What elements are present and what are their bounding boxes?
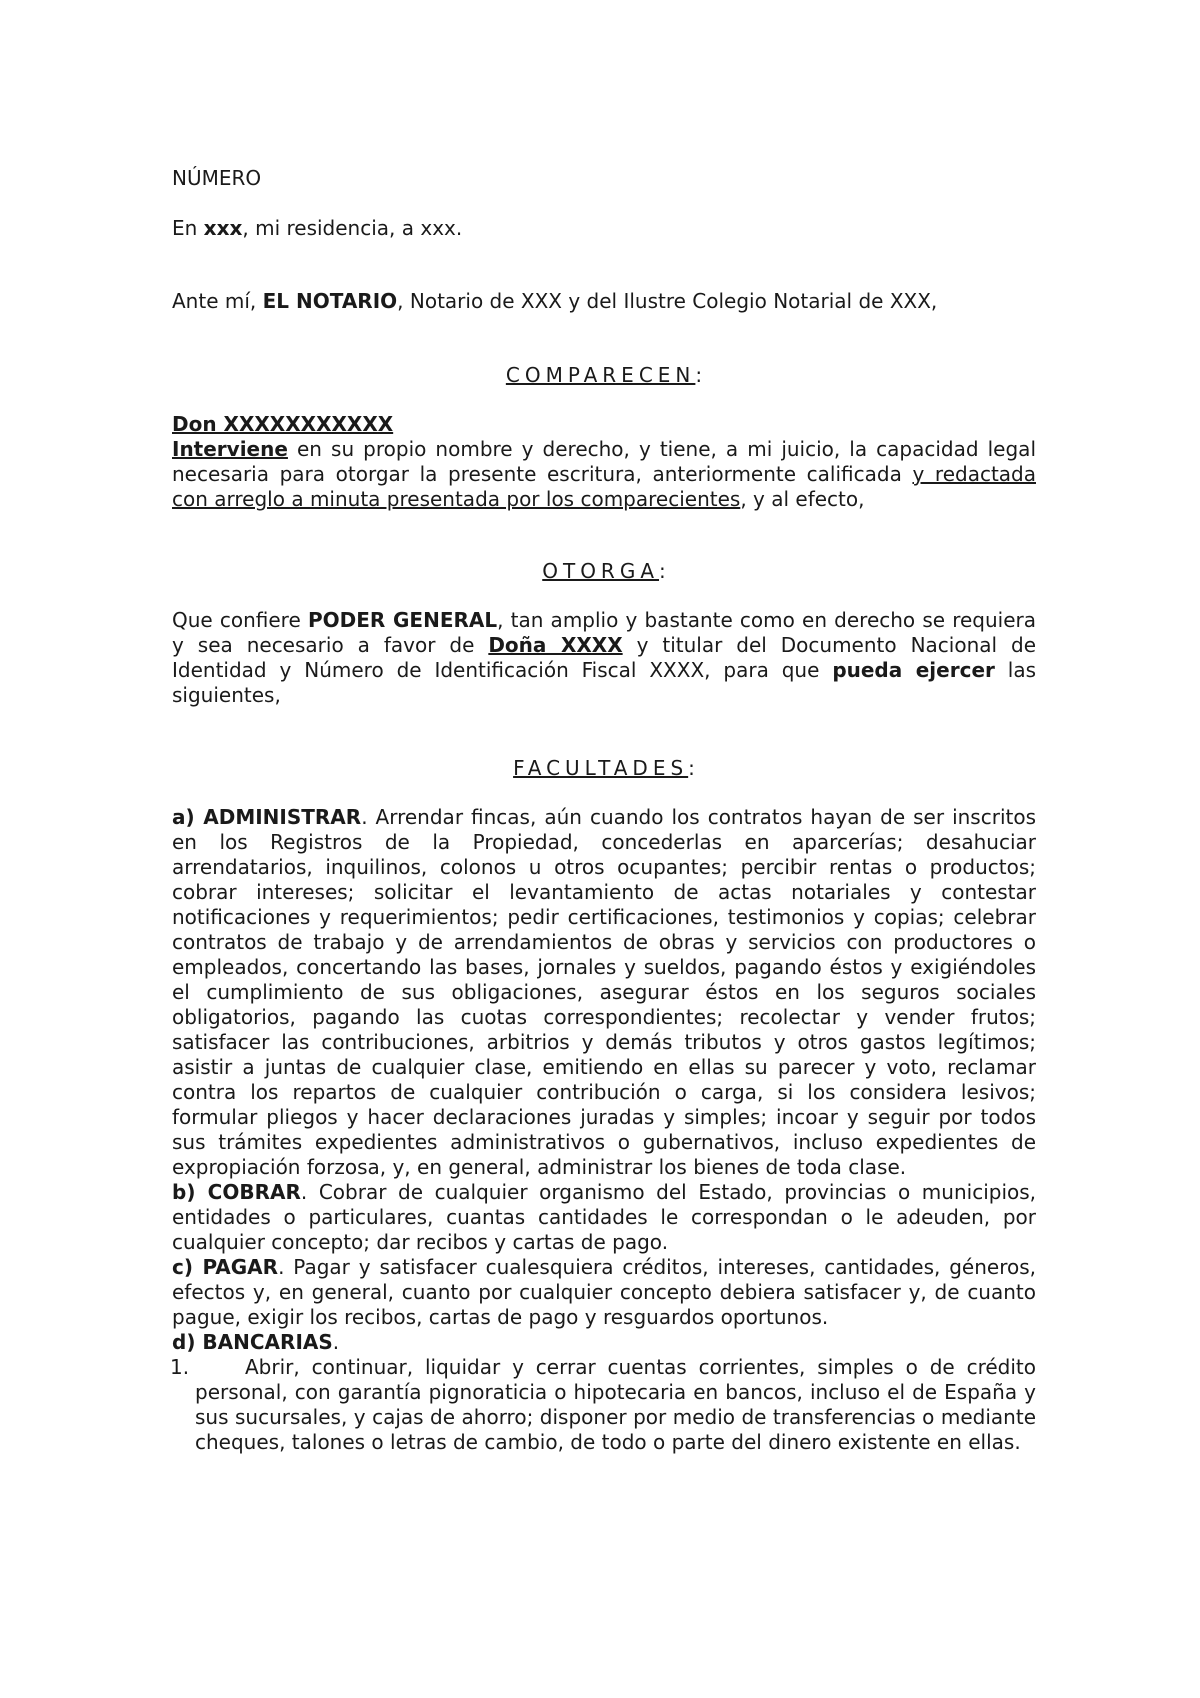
- facultades-heading: FACULTADES:: [513, 756, 695, 780]
- compareciente-name: Don XXXXXXXXXXX: [172, 412, 394, 436]
- place-line: En xxx, mi residencia, a xxx.: [172, 216, 463, 240]
- facultad-pagar: c) PAGAR. Pagar y satisfacer cualesquiera créditos, intereses, cantidades, géneros, efectos y, en general, cuanto por cualquier concepto debiera satisfacer y, de cuanto pague, exigir los recibos, cartas de pago y resguardos oportunos.: [172, 1255, 1036, 1329]
- facultad-cobrar: b) COBRAR. Cobrar de cualquier organismo del Estado, provincias o municipios, entidades o particulares, cuantas cantidades le correspondan o le adeuden, por cualquier concepto; dar recibos y cartas de pago.: [172, 1180, 1037, 1254]
- notary-line: Ante mí, EL NOTARIO, Notario de XXX y del Ilustre Colegio Notarial de XXX,: [172, 289, 938, 313]
- list-number: 1.: [170, 1355, 190, 1379]
- place-name: xxx: [203, 216, 243, 240]
- document-body: [172, 166, 1036, 1455]
- otorga-paragraph: Que confiere PODER GENERAL, tan amplio y bastante como en derecho se requiera y sea necesario a favor de Doña XXXX y titular del Documento Nacional de Identidad y Número de Identificación Fiscal XXXX, para que pueda ejercer las siguientes,: [172, 608, 1037, 707]
- intervene-paragraph: Interviene en su propio nombre y derecho, y tiene, a mi juicio, la capacidad legal necesaria para otorgar la presente escritura, anteriormente calificada y redactada con arreglo a minuta presentada por los comparecientes, y al efecto,: [172, 437, 1036, 511]
- comparecen-heading: COMPARECEN:: [505, 363, 703, 387]
- facultad-administrar: a) ADMINISTRAR. Arrendar fincas, aún cuando los contratos hayan de ser inscritos en los Registros de la Propiedad, concederlas en aparcerías; desahuciar arrendatarios, inquilinos, colonos u otros ocupantes; percibir rentas o productos; cobrar intereses; solicitar el levantamiento de actas notariales y contestar notificaciones y requerimientos; pedir certificaciones, testimonios y copias; celebrar contratos de trabajo y de arrendamientos de obras y servicios con productores o empleados, concertando las bases, jornales y sueldos, pagando éstos y exigiéndoles el cumplimiento de sus obligaciones, asegurar éstos en los seguros sociales obligatorios, pagando las cuotas correspondientes; recolectar y vender frutos; satisfacer las contribuciones, arbitrios y demás tributos y otros gastos legítimos; asistir a juntas de cualquier clase, emitiendo en ellas su parecer y voto, reclamar contra los repartos de cualquier contribución o carga, si los considera lesivos; formular pliegos y hacer declaraciones juradas y simples; incoar y seguir por todos sus trámites expedientes administrativos o gubernativos, incluso expedientes de expropiación forzosa, y, en general, administrar los bienes de toda clase.: [172, 805, 1037, 1179]
- apoderada-name: Doña XXXX: [488, 633, 623, 657]
- document-number: NÚMERO: [172, 166, 262, 190]
- list-item: 1. Abrir, continuar, liquidar y cerrar cuentas corrientes, simples o de crédito personal, con garantía pignoraticia o hipotecaria en bancos, incluso el de España y sus sucursales, y cajas de ahorro; disponer por medio de transferencias o mediante cheques, talones o letras de cambio, de todo o parte del dinero existente en ellas.: [170, 1355, 1036, 1454]
- facultad-bancarias: d) BANCARIAS.: [172, 1330, 340, 1354]
- notary-name: EL NOTARIO: [262, 289, 398, 313]
- otorga-heading: OTORGA:: [542, 559, 666, 583]
- intervene-label: Interviene: [172, 437, 288, 461]
